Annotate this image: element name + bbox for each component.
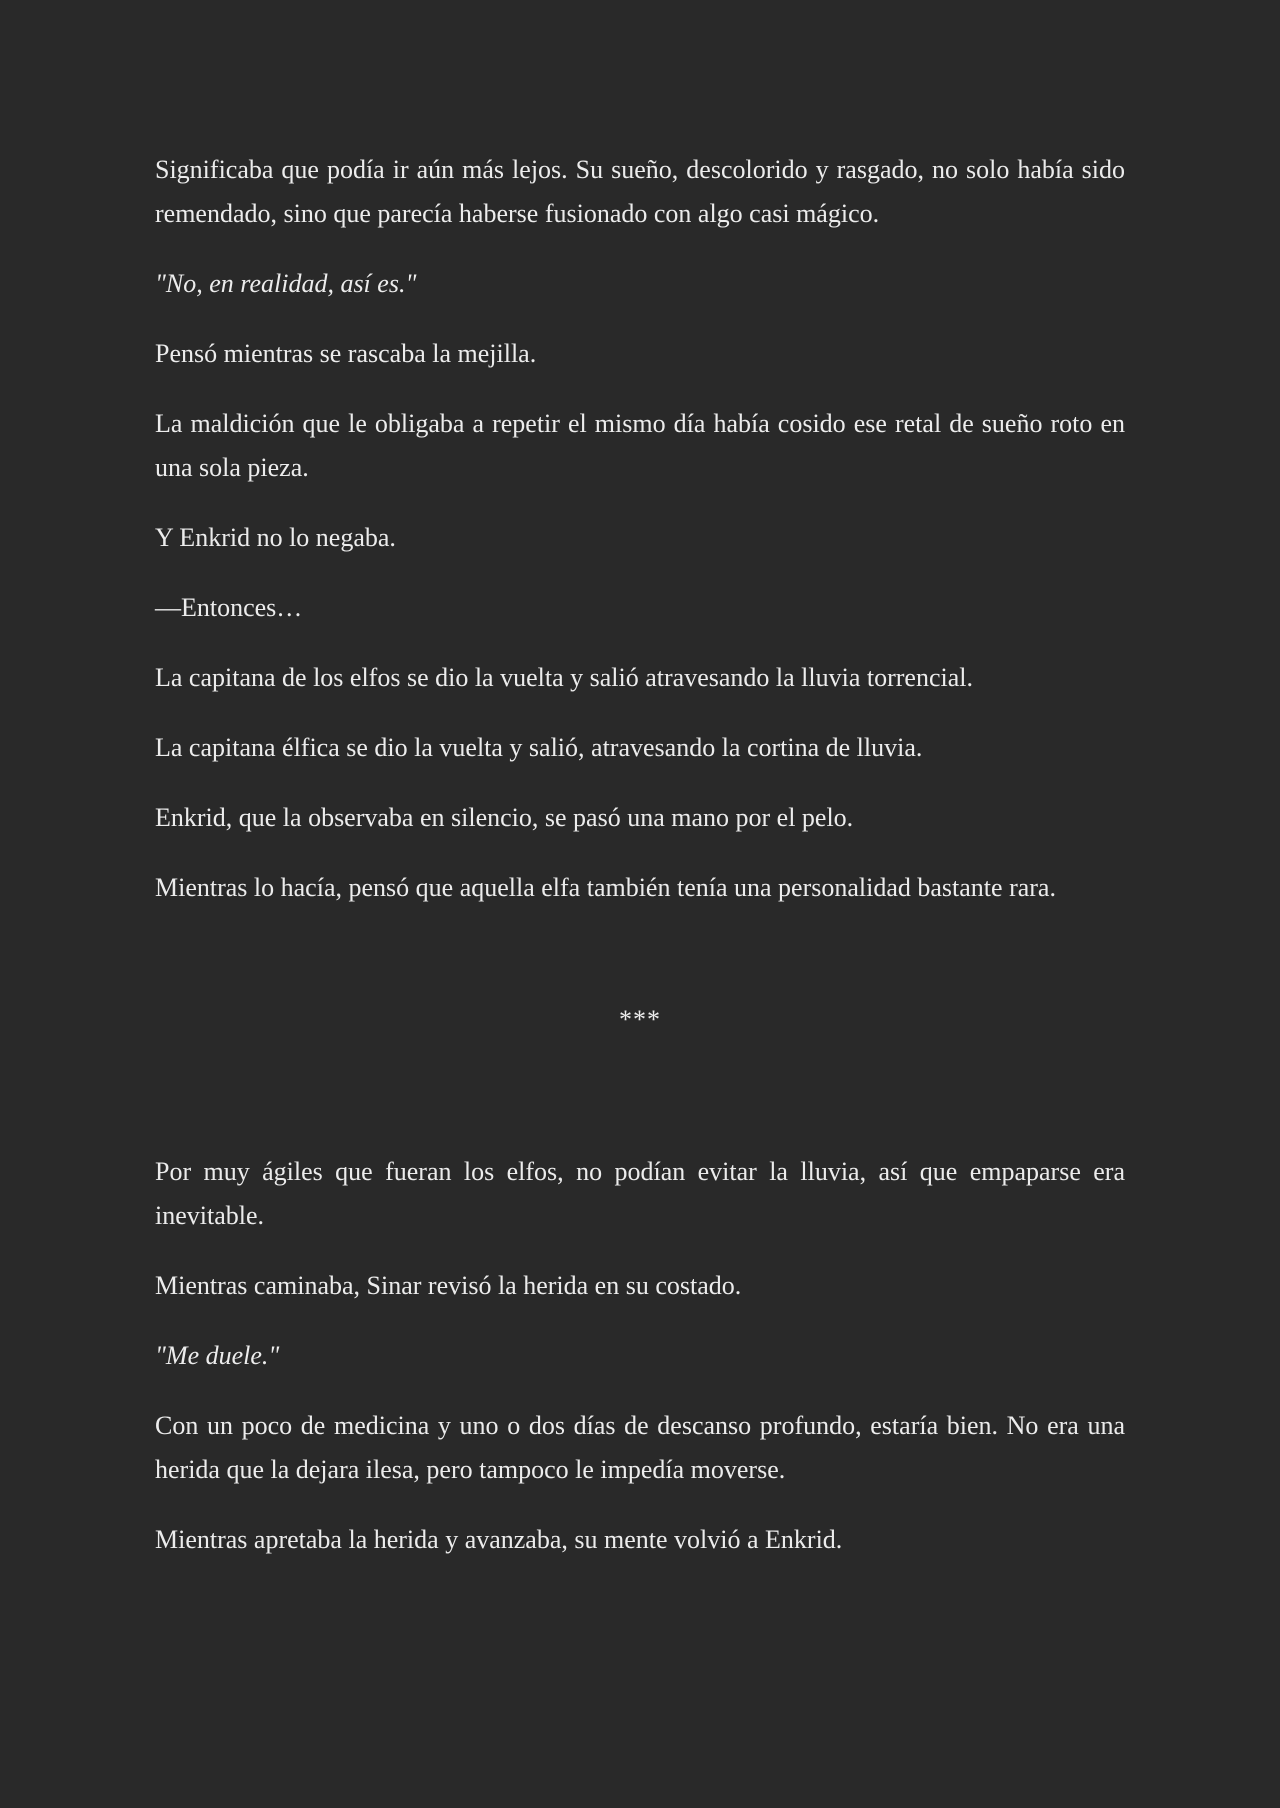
paragraph: Mientras lo hacía, pensó que aquella elfa también tenía una personalidad bastante rara. [155, 873, 1056, 902]
paragraph: La maldición que le obligaba a repetir el mismo día había cosido ese retal de sueño roto en una sola pieza. [155, 409, 1125, 482]
italic-thought: "Me duele." [155, 1341, 280, 1370]
paragraph: Mientras caminaba, Sinar revisó la herida en su costado. [155, 1271, 742, 1300]
paragraph: Significaba que podía ir aún más lejos. Su sueño, descolorido y rasgado, no solo había sido remendado, sino que parecía haberse fusionado con algo casi mágico. [155, 155, 1125, 228]
paragraph: Y Enkrid no lo negaba. [155, 523, 396, 552]
paragraph: La capitana élfica se dio la vuelta y salió, atravesando la cortina de lluvia. [155, 733, 923, 762]
paragraph: Por muy ágiles que fueran los elfos, no podían evitar la lluvia, así que empaparse era inevitable. [155, 1157, 1125, 1230]
scene-separator: *** [619, 1005, 661, 1034]
italic-thought: "No, en realidad, así es." [155, 269, 417, 298]
paragraph: Con un poco de medicina y uno o dos días de descanso profundo, estaría bien. No era una herida que la dejara ilesa, pero tampoco le impedía moverse. [155, 1411, 1125, 1484]
paragraph: Enkrid, que la observaba en silencio, se pasó una mano por el pelo. [155, 803, 854, 832]
paragraph: La capitana de los elfos se dio la vuelta y salió atravesando la lluvia torrencial. [155, 663, 973, 692]
paragraph: Mientras apretaba la herida y avanzaba, su mente volvió a Enkrid. [155, 1525, 843, 1554]
dialogue-line: —Entonces… [155, 593, 303, 622]
paragraph: Pensó mientras se rascaba la mejilla. [155, 339, 537, 368]
section-1 [155, 148, 1125, 910]
section-2 [155, 1150, 1125, 1562]
